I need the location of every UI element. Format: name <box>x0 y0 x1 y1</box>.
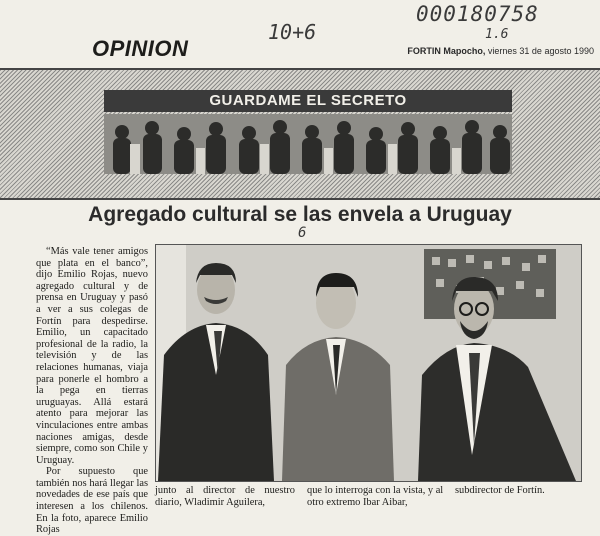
section-label: OPINION <box>92 36 189 61</box>
photo-illustration <box>156 245 581 481</box>
photo-caption-part-1: junto al director de nuestro diario, Wladimir Aguilera, <box>155 485 295 508</box>
crowd-illustration <box>104 114 512 174</box>
handwritten-archive-number: 000180758 <box>416 2 539 26</box>
crowd-photo <box>104 114 512 174</box>
publication-date: viernes 31 de agosto 1990 <box>487 46 594 56</box>
newspaper-name: FORTIN Mapocho, <box>407 46 486 56</box>
headline: Agregado cultural se las envela a Uruguay <box>88 203 512 226</box>
handwritten-number: 10+6 <box>268 20 317 44</box>
article-body <box>36 246 148 536</box>
handwritten-note: 1.6 <box>485 27 509 42</box>
article-paragraph: Por supuesto que también nos hará llegar las novedades de ese país que interesen a los chilenos. En la foto, aparece Emilio Rojas <box>36 466 148 536</box>
handwritten-mark: 6 <box>298 225 307 241</box>
column-title: GUARDAME EL SECRETO <box>104 90 512 112</box>
article-paragraph: “Más vale tener amigos que plata en el banco”, dijo Emilio Rojas, nuevo agregado cultural y de prensa en Uruguay y pasó a ver a sus colegas de Fortín para despedirse. Emilio, un capacitado profesional de la radio, la televisión y de las relaciones humanas, viaja para ponerle el hombro a la pega en tierras uruguayas. Allá estará atento para mejorar las vinculaciones entre ambas naciones amigas, desde siempre, como son Chile y Uruguay. <box>36 246 148 466</box>
news-photo <box>155 244 582 482</box>
photo-caption-part-3: subdirector de Fortín. <box>455 485 545 496</box>
masthead-line <box>407 46 594 56</box>
photo-caption-part-2: que lo interroga con la vista, y al otro extremo Ibar Aibar, <box>307 485 444 508</box>
